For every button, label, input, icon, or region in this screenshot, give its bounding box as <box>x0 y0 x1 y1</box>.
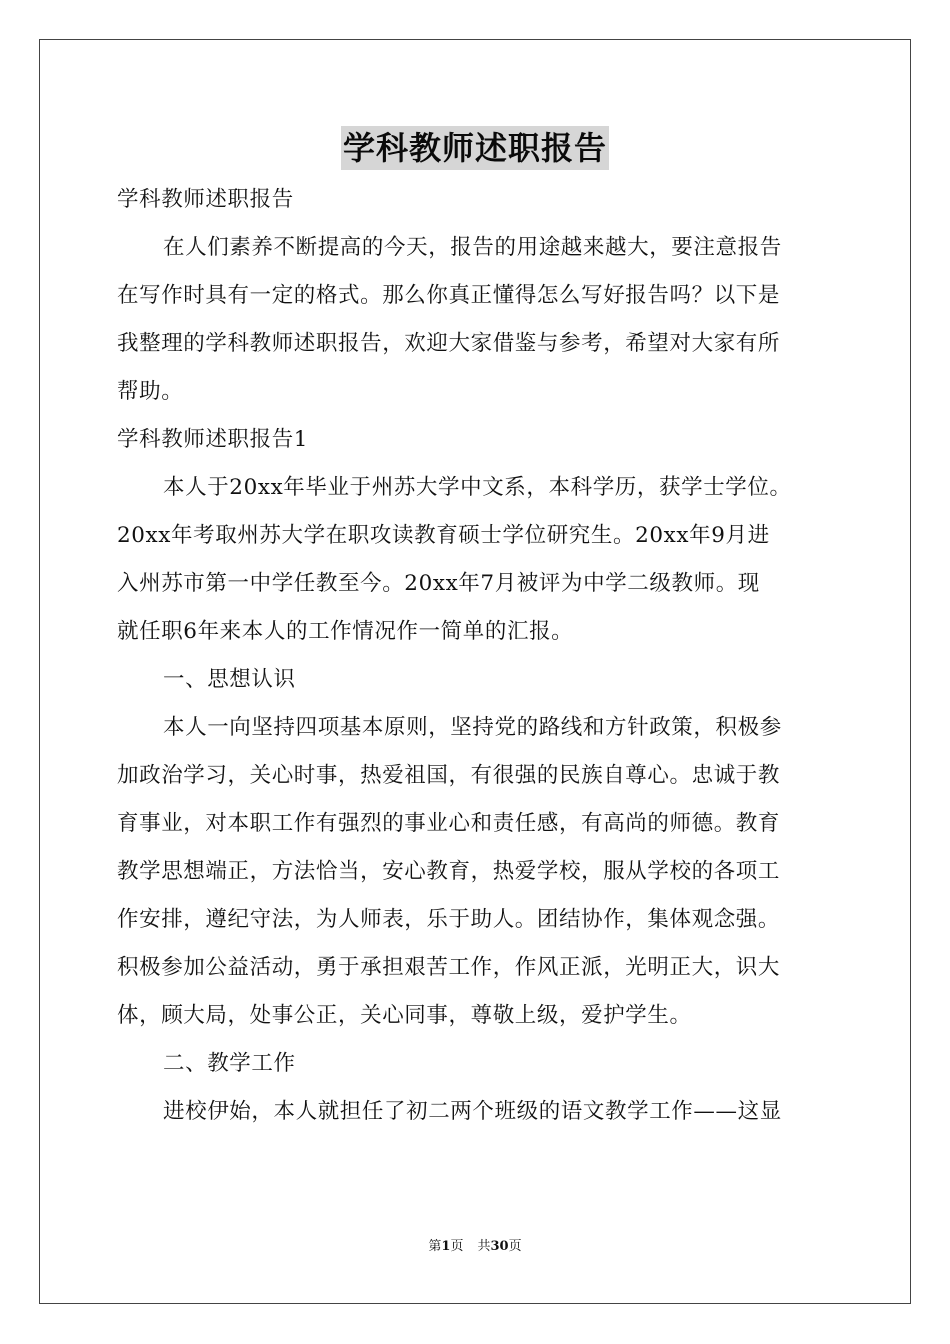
text-line: 本人于20xx年毕业于州苏大学中文系，本科学历，获学士学位。 <box>163 475 792 500</box>
document-title: 学科教师述职报告 <box>341 126 609 170</box>
total-prefix: 共 <box>477 1239 491 1254</box>
text-line: 就任职6年来本人的工作情况作一简单的汇报。 <box>117 619 574 644</box>
text-line: 20xx年考取州苏大学在职攻读教育硕士学位研究生。20xx年9月进 <box>117 523 770 548</box>
text-line: 帮助。 <box>117 379 184 404</box>
page-total: 30 <box>490 1239 509 1254</box>
text-line: 学科教师述职报告 <box>117 187 294 212</box>
text-line: 体，顾大局，处事公正，关心同事，尊敬上级，爱护学生。 <box>117 1003 692 1028</box>
text-line: 加政治学习，关心时事，热爱祖国，有很强的民族自尊心。忠诚于教 <box>117 763 781 788</box>
text-line: 二、教学工作 <box>163 1051 296 1076</box>
text-line: 育事业，对本职工作有强烈的事业心和责任感，有高尚的师德。教育 <box>117 811 781 836</box>
document-body <box>117 176 837 1136</box>
page-footer <box>0 1238 950 1256</box>
page-suffix: 页 <box>450 1239 464 1254</box>
text-line: 在人们素养不断提高的今天，报告的用途越来越大，要注意报告 <box>163 235 782 260</box>
text-line: 积极参加公益活动，勇于承担艰苦工作，作风正派，光明正大，识大 <box>117 955 781 980</box>
text-line: 教学思想端正，方法恰当，安心教育，热爱学校，服从学校的各项工 <box>117 859 781 884</box>
text-line: 本人一向坚持四项基本原则，坚持党的路线和方针政策，积极参 <box>163 715 782 740</box>
text-line: 我整理的学科教师述职报告，欢迎大家借鉴与参考，希望对大家有所 <box>117 331 781 356</box>
page-number: 1 <box>441 1239 451 1254</box>
text-line: 入州苏市第一中学任教至今。20xx年7月被评为中学二级教师。现 <box>117 571 760 596</box>
text-line: 进校伊始，本人就担任了初二两个班级的语文教学工作——这显 <box>163 1099 782 1124</box>
total-suffix: 页 <box>508 1239 522 1254</box>
page-prefix: 第 <box>428 1239 442 1254</box>
text-line: 一、思想认识 <box>163 667 296 692</box>
text-line: 学科教师述职报告1 <box>117 427 309 452</box>
title-container <box>0 126 950 170</box>
text-line: 在写作时具有一定的格式。那么你真正懂得怎么写好报告吗？以下是 <box>117 283 781 308</box>
text-line: 作安排，遵纪守法，为人师表，乐于助人。团结协作，集体观念强。 <box>117 907 781 932</box>
